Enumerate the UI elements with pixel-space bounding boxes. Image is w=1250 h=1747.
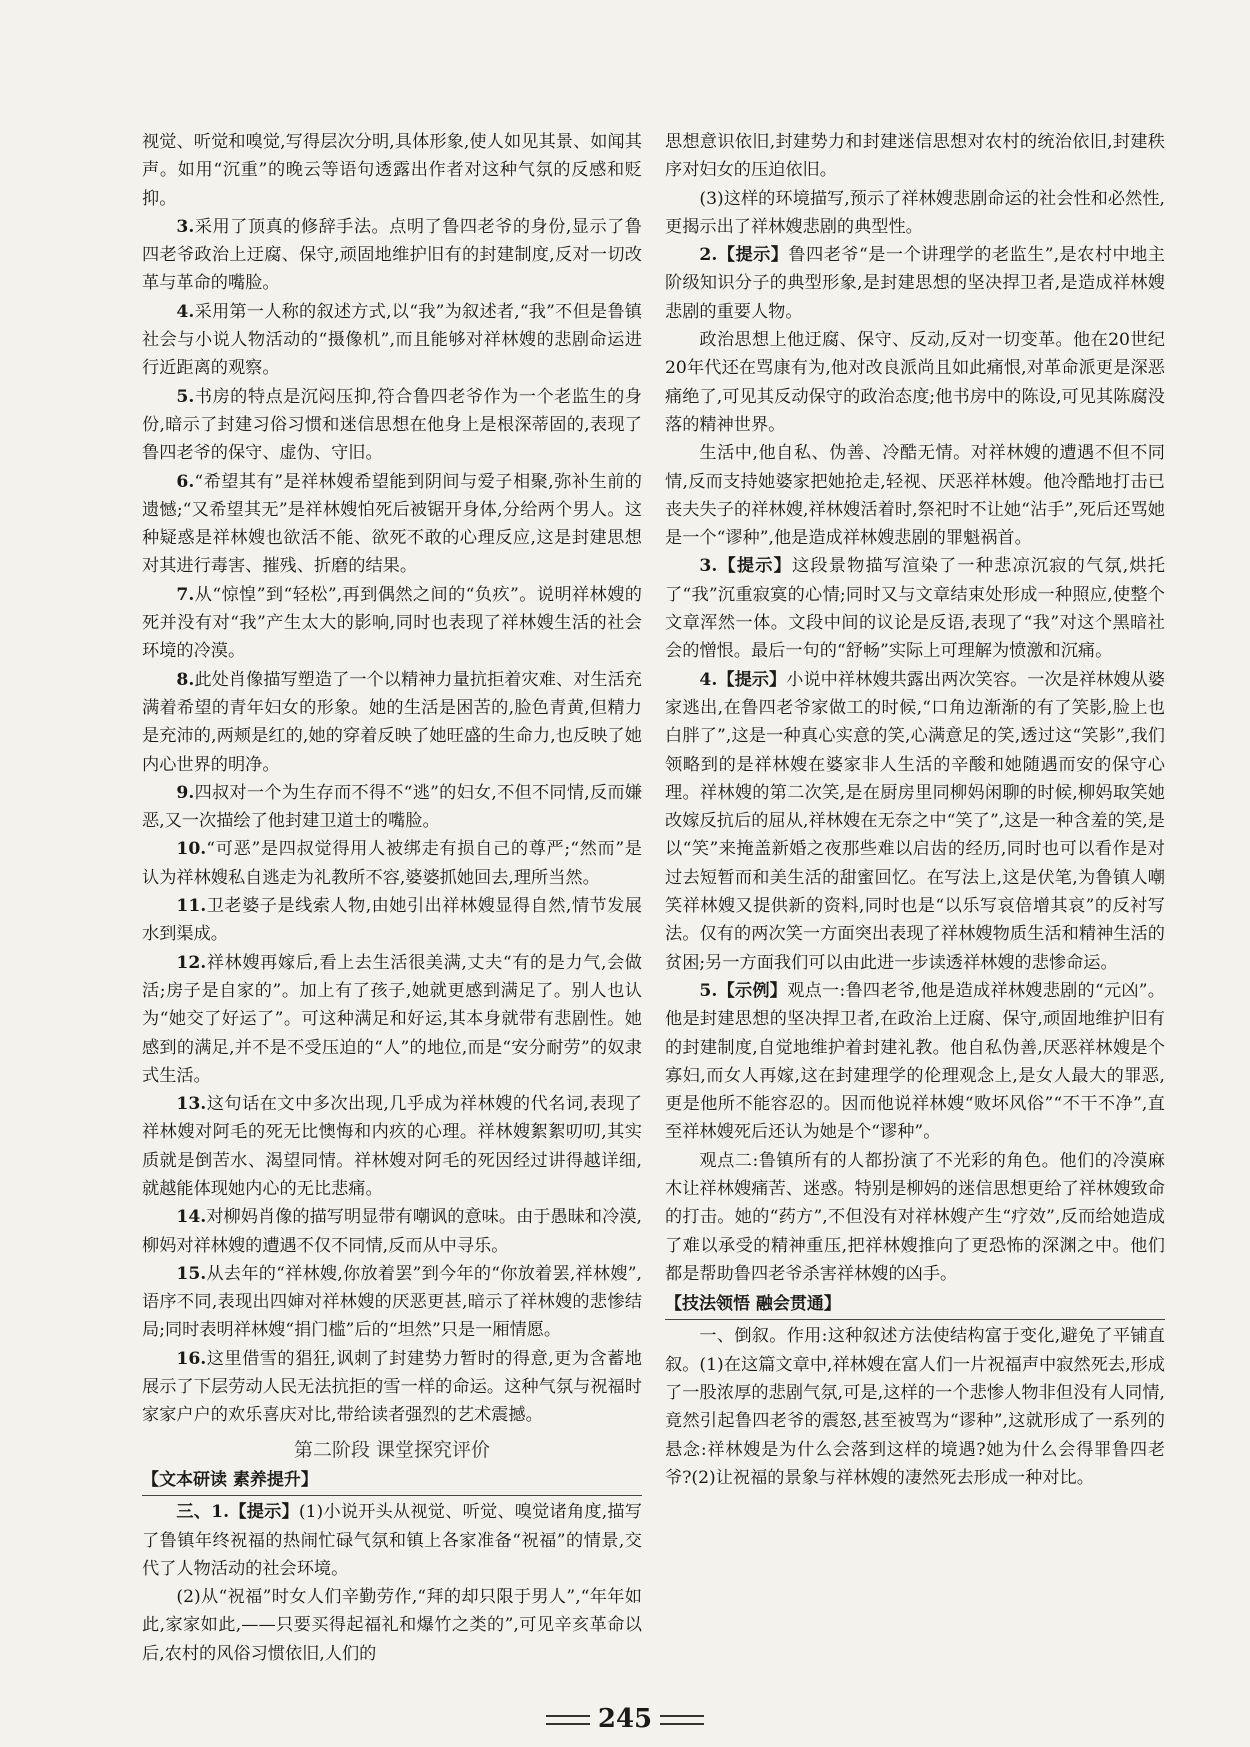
answer-tag: 【提示】 bbox=[717, 669, 787, 690]
answer-tag: 【提示】 bbox=[229, 1502, 299, 1523]
paragraph bbox=[142, 468, 642, 581]
right-main-paragraphs bbox=[665, 128, 1165, 1288]
paragraph-text: 四叔对一个为生存而不得不“逃”的妇女,不但不同情,反而嫌恶,又一次描绘了他封建卫道士的嘴脸。 bbox=[142, 782, 642, 832]
paragraph bbox=[142, 213, 642, 298]
paragraph-text: 书房的特点是沉闷压抑,符合鲁四老爷作为一个老监生的身份,暗示了封建习俗习惯和迷信思想在他身上是根深蒂固的,表现了鲁四老爷的保守、虚伪、守旧。 bbox=[142, 386, 642, 464]
paragraph-text: “可恶”是四叔觉得用人被绑走有损自己的尊严;“然而”是认为祥林嫂私自逃走为礼教所不容,婆婆抓她回去,理所当然。 bbox=[142, 839, 642, 888]
item-number: 2. bbox=[699, 245, 718, 266]
paragraph-text: 这句话在文中多次出现,几乎成为祥林嫂的代名词,表现了祥林嫂对阿毛的死无比懊悔和内疚的心理。祥林嫂絮絮叨叨,其实质就是倒苦水、渴望同情。祥林嫂对阿毛的死因经过讲得越详细,就越能体现她内心的无比悲痛。 bbox=[142, 1094, 642, 1199]
item-number: 15. bbox=[176, 1263, 207, 1284]
paragraph bbox=[142, 1203, 642, 1260]
paragraph-text: 对柳妈肖像的描写明显带有嘲讽的意味。由于愚昧和冷漠,柳妈对祥林嫂的遭遇不仅不同情,反而从中寻乐。 bbox=[142, 1207, 642, 1256]
item-number: 5. bbox=[176, 386, 195, 407]
right-column bbox=[665, 128, 1165, 1492]
item-number: 14. bbox=[176, 1207, 207, 1228]
paragraph-text: 此处肖像描写塑造了一个以精神力量抗拒着灾难、对生活充满着希望的青年妇女的形象。她的生活是困苦的,脸色青黄,但精力是充沛的,两颊是红的,她的穿着反映了她旺盛的生命力,也反映了她内心世界的明净。 bbox=[142, 669, 642, 775]
right-tail-paragraphs bbox=[665, 1322, 1165, 1492]
item-number: 11. bbox=[176, 896, 207, 917]
paragraph-text: 生活中,他自私、伪善、冷酷无情。对祥林嫂的遭遇不但不同情,反而支持她婆家把她抢走,轻视、厌恶祥林嫂。他冷酷地打击已丧夫失子的祥林嫂,祥林嫂活着时,祭祀时不让她“沾手”,死后还骂她是一个“谬种”,他是造成祥林嫂悲剧的罪魁祸首。 bbox=[665, 443, 1165, 549]
paragraph-text: 卫老婆子是线索人物,由她引出祥林嫂显得自然,情节发展水到渠成。 bbox=[142, 896, 642, 945]
left-main-paragraphs bbox=[142, 128, 642, 1430]
item-number: 6. bbox=[176, 471, 195, 492]
paragraph-text: 政治思想上他迂腐、保守、反动,反对一切变革。他在20世纪20年代还在骂康有为,他对改良派尚且如此痛恨,对革命派更是深恶痛绝了,可见其反动保守的政治态度;他书房中的陈设,可见其陈腐没落的精神世界。 bbox=[665, 330, 1165, 435]
paragraph-text: 采用了顶真的修辞手法。点明了鲁四老爷的身份,显示了鲁四老爷政治上迂腐、保守,顽固地维护旧有的封建制度,反对一切改革与革命的嘴脸。 bbox=[142, 216, 642, 294]
paragraph bbox=[665, 1322, 1165, 1492]
page-footer bbox=[0, 1704, 1250, 1734]
paragraph-text: 思想意识依旧,封建势力和封建迷信思想对农村的统治依旧,封建秩序对妇女的压迫依旧。 bbox=[665, 132, 1165, 181]
item-number: 3. bbox=[699, 556, 718, 577]
page-number: 245 bbox=[597, 1704, 653, 1734]
section-title-technique: 【技法领悟 融会贯通】 bbox=[665, 1290, 1165, 1320]
item-number: 3. bbox=[176, 216, 195, 237]
paragraph-text: 采用第一人称的叙述方式,以“我”为叙述者,“我”不但是鲁镇社会与小说人物活动的“摄像机”,而且能够对祥林嫂的悲剧命运进行近距离的观察。 bbox=[142, 301, 642, 379]
paragraph-text: (2)从“祝福”时女人们辛勤劳作,“拜的却只限于男人”,“年年如此,家家如此,——只要买得起福礼和爆竹之类的”,可见辛亥革命以后,农村的风俗习惯依旧,人们的 bbox=[142, 1587, 642, 1664]
paragraph-text: 小说中祥林嫂共露出两次笑容。一次是祥林嫂从婆家逃出,在鲁四老爷家做工的时候,“口角边渐渐的有了笑影,脸上也白胖了”,这是一种真心实意的笑,心满意足的笑,透过这“笑影”,我们领略到的是祥林嫂在婆家非人生活的辛酸和她随遇而安的保守心理。祥林嫂的第二次笑,是在厨房里同柳妈闲聊的时候,柳妈取笑她改嫁反抗后的屈从,祥林嫂在无奈之中“笑了”,这是一种含羞的笑,是以“笑”来掩盖新婚之夜那些难以启齿的经历,同时也可以看作是对过去短暂而和美生活的甜蜜回忆。在写法上,这是伏笔,为鲁镇人嘲笑祥林嫂又提供新的资料,同时也是“以乐写哀倍增其哀”的反衬写法。仅有的两次笑一方面突出表现了祥林嫂物质生活和精神生活的贫困;另一方面我们可以由此进一步读透祥林嫂的悲惨命运。 bbox=[665, 669, 1165, 973]
paragraph bbox=[665, 439, 1165, 552]
stage-title: 第二阶段 课堂探究评价 bbox=[293, 1438, 491, 1461]
paragraph bbox=[665, 128, 1165, 185]
item-number: 13. bbox=[176, 1094, 207, 1115]
paragraph-text: (3)这样的环境描写,预示了祥林嫂悲剧命运的社会性和必然性,更揭示出了祥林嫂悲剧的典型性。 bbox=[665, 188, 1165, 237]
answer-tag: 【提示】 bbox=[717, 245, 789, 266]
paragraph bbox=[142, 779, 642, 836]
paragraph bbox=[142, 666, 642, 779]
answer-tag: 【示例】 bbox=[717, 980, 788, 1001]
paragraph-text: 这里借雪的猖狂,讽刺了封建势力暂时的得意,更为含蓄地展示了下层劳动人民无法抗拒的雪一样的命运。这种气氛与祝福时家家户户的欢乐喜庆对比,带给读者强烈的艺术震撼。 bbox=[142, 1348, 642, 1426]
paragraph bbox=[142, 383, 642, 468]
item-number: 7. bbox=[176, 584, 195, 605]
paragraph bbox=[142, 128, 642, 213]
paragraph bbox=[142, 1090, 642, 1203]
paragraph-text: 观点一:鲁四老爷,他是造成祥林嫂悲剧的“元凶”。他是封建思想的坚决捍卫者,在政治上迂腐、保守,顽固地维护旧有的封建制度,自觉地维护着封建礼教。他自私伪善,厌恶祥林嫂是个寡妇,而女人再嫁,这在封建理学的伦理观念上,是女人最大的罪恶,更是他所不能容忍的。因而他说祥林嫂“败坏风俗”“不干不净”,直至祥林嫂死后还认为她是个“谬种”。 bbox=[665, 980, 1165, 1143]
paragraph-text: “希望其有”是祥林嫂希望能到阴间与爱子相聚,弥补生前的遗憾;“又希望其无”是祥林嫂怕死后被锯开身体,分给两个男人。这种疑惑是祥林嫂也欲活不能、欲死不敢的心理反应,这是封建思想对其进行毒害、摧残、折磨的结果。 bbox=[142, 471, 642, 577]
paragraph-text: 视觉、听觉和嗅觉,写得层次分明,具体形象,使人如见其景、如闻其声。如用“沉重”的晚云等语句透露出作者对这种气氛的反感和贬抑。 bbox=[142, 132, 642, 209]
item-number: 三、1. bbox=[176, 1502, 230, 1523]
item-number: 4. bbox=[699, 669, 718, 690]
left-column bbox=[142, 128, 642, 1668]
paragraph-text: 这段景物描写渲染了一种悲凉沉寂的气氛,烘托了“我”沉重寂寞的心情;同时又与文章结束处形成一种照应,使整个文章浑然一体。文段中间的议论是反语,表现了“我”对这个黑暗社会的憎恨。最后一句的“舒畅”实际上可理解为愤激和沉痛。 bbox=[665, 556, 1165, 662]
item-number: 16. bbox=[176, 1348, 207, 1369]
paragraph bbox=[142, 1498, 642, 1583]
paragraph bbox=[665, 185, 1165, 242]
paragraph bbox=[665, 241, 1165, 326]
footer-rule-right bbox=[660, 1715, 704, 1725]
item-number: 4. bbox=[176, 301, 195, 322]
left-tail-paragraphs bbox=[142, 1498, 642, 1668]
paragraph-text: 祥林嫂再嫁后,看上去生活很美满,丈夫“有的是力气,会做活;房子是自家的”。加上有了孩子,她就更感到满足了。别人也认为“她交了好运了”。可这种满足和好运,其本身就带有悲剧性。她感到的满足,并不是不受压迫的“人”的地位,而是“安分耐劳”的奴隶式生活。 bbox=[142, 952, 642, 1086]
paragraph bbox=[142, 1260, 642, 1345]
paragraph bbox=[665, 552, 1165, 665]
item-number: 5. bbox=[699, 980, 718, 1001]
paragraph-text: 从“惊惶”到“轻松”,再到偶然之间的“负疚”。说明祥林嫂的死并没有对“我”产生太大的影响,同时也表现了祥林嫂生活的社会环境的冷漠。 bbox=[142, 584, 642, 662]
paragraph bbox=[142, 1583, 642, 1668]
paragraph-text: (1)小说开头从视觉、听觉、嗅觉诸角度,描写了鲁镇年终祝福的热闹忙碌气氛和镇上各家准备“祝福”的情景,交代了人物活动的社会环境。 bbox=[142, 1502, 642, 1579]
paragraph-text: 鲁四老爷“是一个讲理学的老监生”,是农村中地主阶级知识分子的典型形象,是封建思想的坚决捍卫者,是造成祥林嫂悲剧的重要人物。 bbox=[665, 245, 1165, 322]
paragraph bbox=[665, 977, 1165, 1147]
item-number: 10. bbox=[176, 839, 207, 860]
item-number: 9. bbox=[176, 782, 195, 803]
paragraph bbox=[142, 892, 642, 949]
item-number: 8. bbox=[176, 669, 195, 690]
item-number: 12. bbox=[176, 952, 207, 973]
paragraph bbox=[142, 1345, 642, 1430]
paragraph bbox=[665, 666, 1165, 977]
answer-tag: 【提示】 bbox=[717, 556, 793, 577]
footer-rule-left bbox=[546, 1715, 590, 1725]
paragraph bbox=[142, 835, 642, 892]
paragraph bbox=[142, 298, 642, 383]
paragraph bbox=[665, 1147, 1165, 1288]
paragraph bbox=[142, 949, 642, 1090]
paragraph-text: 从去年的“祥林嫂,你放着罢”到今年的“你放着罢,祥林嫂”,语序不同,表现出四婶对祥林嫂的厌恶更甚,暗示了祥林嫂的悲惨结局;同时表明祥林嫂“捐门槛”后的“坦然”只是一厢情愿。 bbox=[142, 1263, 642, 1341]
paragraph bbox=[665, 326, 1165, 439]
paragraph-text: 观点二:鲁镇所有的人都扮演了不光彩的角色。他们的冷漠麻木让祥林嫂痛苦、迷惑。特别是柳妈的迷信思想更给了祥林嫂致命的打击。她的“药方”,不但没有对祥林嫂产生“疗效”,反而给她造成了难以承受的精神重压,把祥林嫂推向了更恐怖的深渊之中。他们都是帮助鲁四老爷杀害祥林嫂的凶手。 bbox=[665, 1150, 1165, 1284]
section-title-text-study: 【文本研读 素养提升】 bbox=[142, 1466, 642, 1496]
paragraph bbox=[142, 581, 642, 666]
paragraph-text: 一、倒叙。作用:这种叙述方法使结构富于变化,避免了平铺直叙。(1)在这篇文章中,祥林嫂在富人们一片祝福声中寂然死去,形成了一股浓厚的悲剧气氛,可是,这样的一个悲惨人物非但没有人同情,竟然引起鲁四老爷的震怒,甚至被骂为“谬种”,这就形成了一系列的悬念:祥林嫂是为什么会落到这样的境遇?她为什么会得罪鲁四老爷?(2)让祝福的景象与祥林嫂的凄然死去形成一种对比。 bbox=[665, 1326, 1165, 1488]
